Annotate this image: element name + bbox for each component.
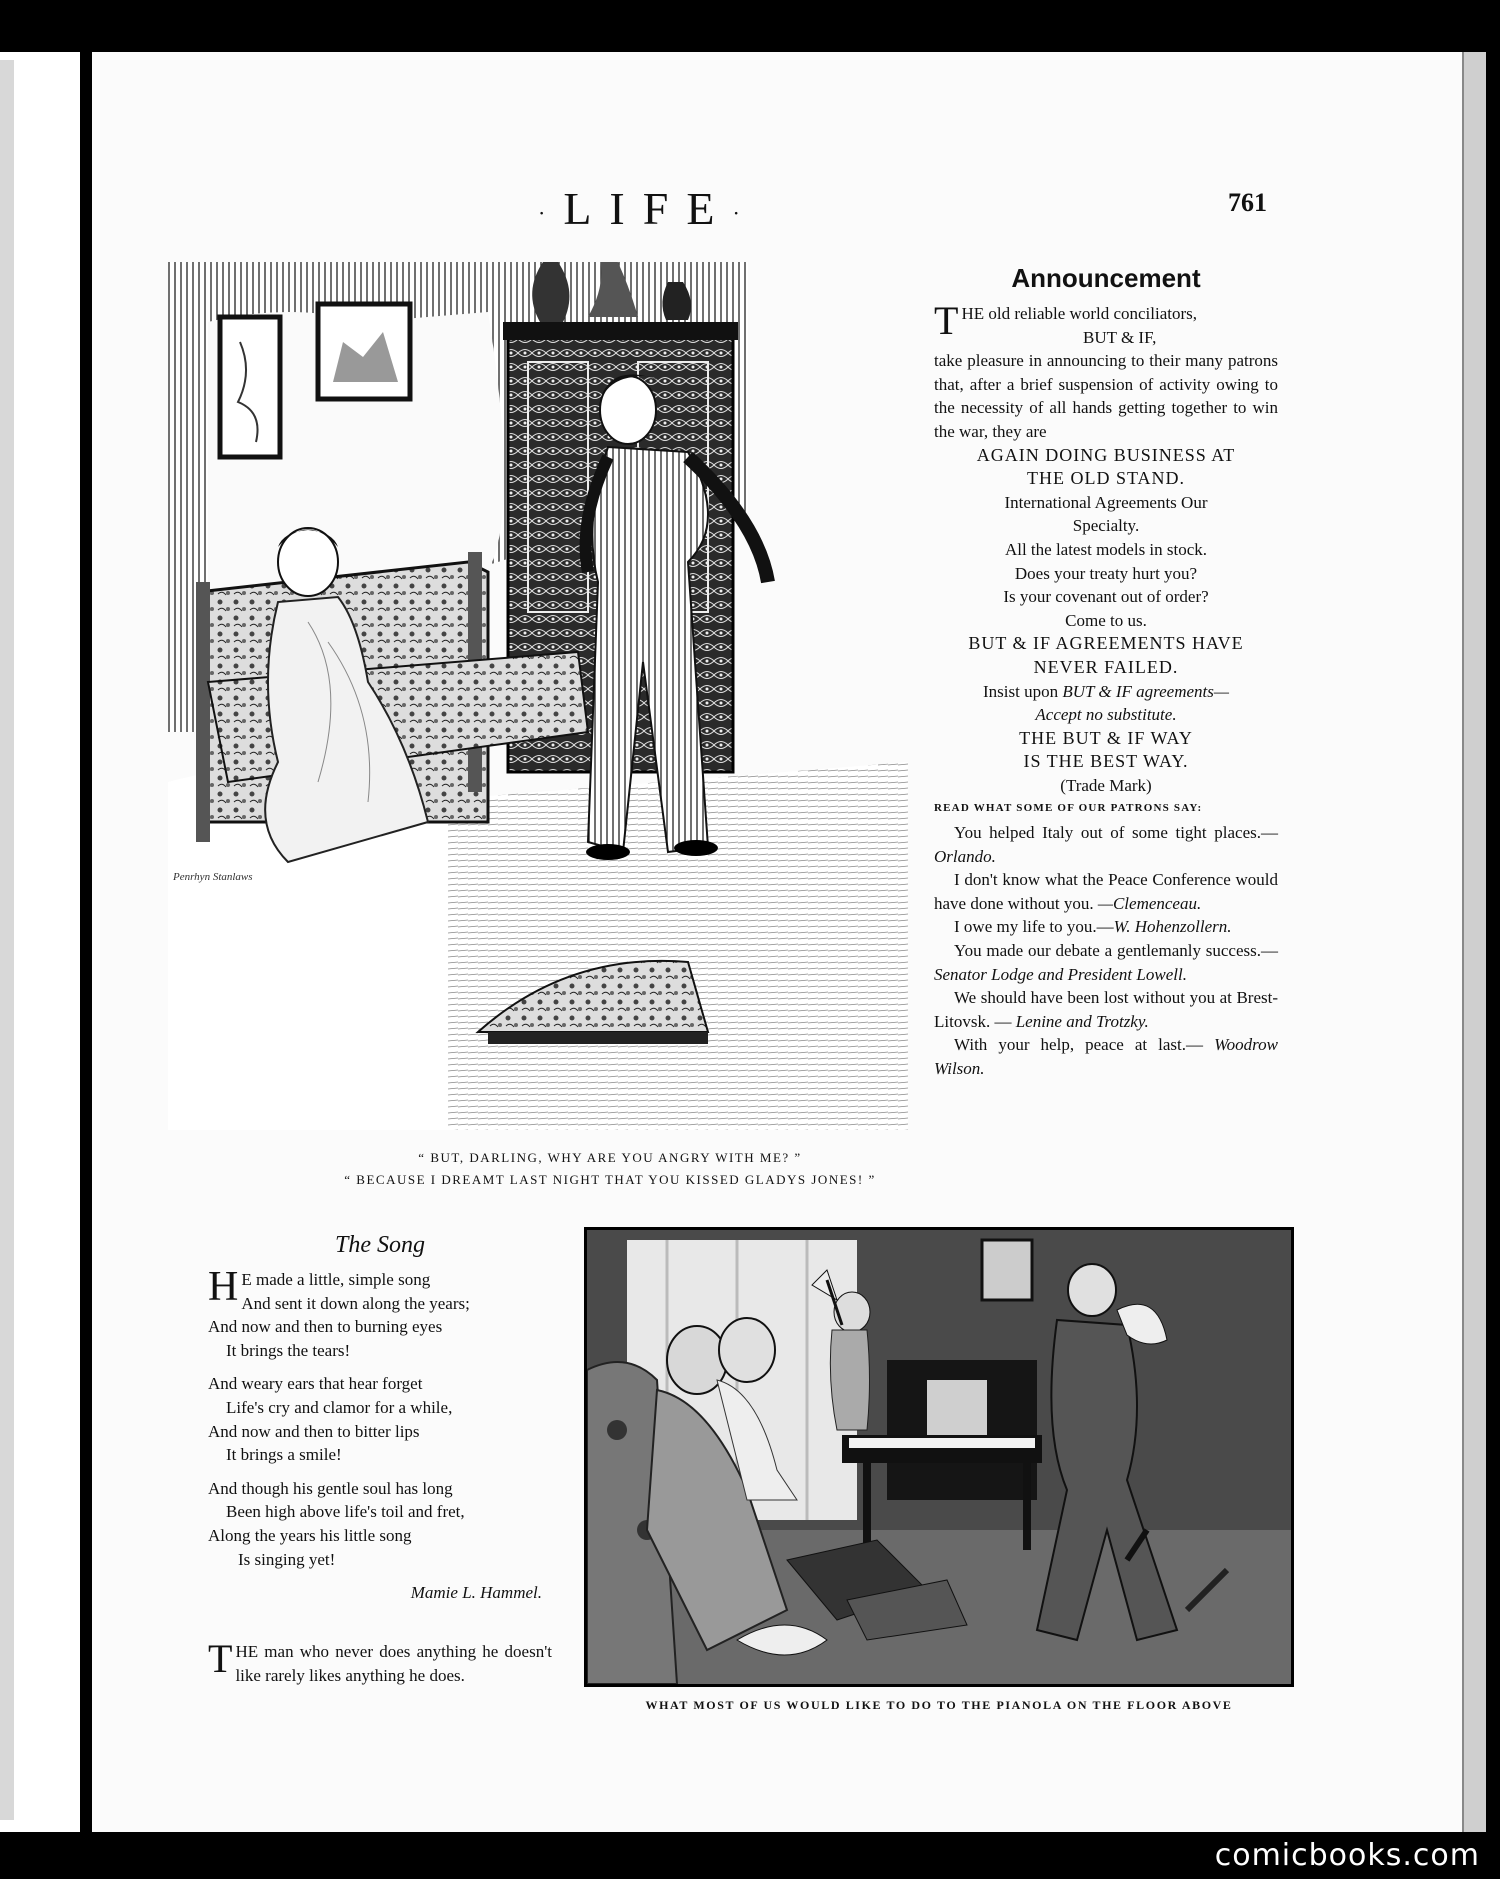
testimonial-2-text: I don't know what the Peace Conference would have done without you. — [934, 870, 1278, 913]
artist-signature: Penrhyn Stanlaws — [173, 871, 253, 883]
poem-author: Mamie L. Hammel. — [410, 1583, 542, 1603]
testimonial-2 — [934, 868, 1278, 915]
poem-line: And though his gentle soul has long — [208, 1478, 453, 1498]
announcement-caps-5: THE BUT & IF WAY — [1019, 727, 1193, 748]
testimonial-2-author: —Clemenceau. — [1097, 893, 1202, 913]
announcement-c6: Come to us. — [1065, 610, 1147, 630]
announcement-caps-1: AGAIN DOING BUSINESS AT — [976, 444, 1236, 465]
announcement-insist: Insist upon — [982, 681, 1059, 701]
testimonial-3 — [934, 915, 1278, 939]
testimonial-5-author: Lenine and Trotzky. — [1015, 1011, 1149, 1031]
cartoon-illustration-top — [168, 262, 908, 1130]
testimonial-1-author: Orlando. — [934, 846, 996, 866]
testimonial-1-text: You helped Italy out of some tight places.— — [954, 823, 1278, 843]
patrons-heading: READ WHAT SOME OF OUR PATRONS SAY: — [934, 802, 1203, 815]
poem-stanza-2 — [208, 1372, 552, 1466]
cartoon-top-caption — [300, 1147, 920, 1191]
testimonial-4-text: You made our debate a gentlemanly success.— — [954, 941, 1278, 961]
epigram — [208, 1636, 552, 1687]
masthead-title: LIFE — [563, 183, 733, 234]
poem-line: E made a little, simple song — [241, 1270, 431, 1289]
caption-line-1: “ BUT, DARLING, WHY ARE YOU ANGRY WITH ME? ” — [418, 1150, 802, 1165]
announcement-trademark: (Trade Mark) — [1060, 775, 1152, 795]
parlour-scene-drawing — [168, 262, 908, 1130]
announcement-c1: International Agreements Our — [1004, 492, 1208, 512]
poem-line: Been high above life's toil and fret, — [226, 1502, 465, 1522]
caption-line-2: “ BECAUSE I DREAMT LAST NIGHT THAT YOU KISSED GLADYS JONES! ” — [344, 1172, 876, 1187]
announcement-para-1: take pleasure in announcing to their many patrons that, after a brief suspension of activity owing to the necessity of all hands getting together to win the war, they are — [934, 351, 1278, 441]
testimonial-5-text: We should have been lost without you at Brest-Litovsk. — — [934, 988, 1278, 1031]
announcement-line-2: BUT & IF, — [1083, 327, 1157, 347]
epigram-dropcap: T — [208, 1636, 233, 1681]
testimonial-5 — [934, 986, 1278, 1033]
announcement-column — [934, 262, 1278, 1081]
testimonial-4-author: Senator Lodge and President Lowell. — [934, 964, 1187, 984]
announcement-dropcap: T — [934, 298, 959, 343]
poem-line: It brings a smile! — [226, 1445, 342, 1465]
testimonial-3-text: I owe my life to you.— — [954, 917, 1114, 937]
announcement-title: Announcement — [1011, 263, 1201, 293]
page-number: 761 — [1228, 188, 1267, 217]
testimonial-1 — [934, 821, 1278, 868]
announcement-caps-6: IS THE BEST WAY. — [1023, 751, 1189, 772]
poem-line: It brings the tears! — [226, 1340, 351, 1360]
poem-title: The Song — [335, 1232, 425, 1258]
book-spine — [84, 52, 92, 1832]
testimonial-3-author: W. Hohenzollern. — [1113, 917, 1232, 937]
poem-the-song — [208, 1230, 552, 1605]
poem-line: Along the years his little song — [208, 1525, 412, 1545]
announcement-line-1: HE old reliable world conciliators, — [961, 304, 1198, 323]
announcement-accept: Accept no substitute. — [1035, 705, 1177, 725]
watermark: comicbooks.com — [1214, 1838, 1480, 1873]
announcement-c3: All the latest models in stock. — [1004, 539, 1208, 559]
announcement-c2: Specialty. — [1072, 516, 1140, 536]
top-black-border — [0, 0, 1500, 52]
right-page-edge — [1462, 52, 1486, 1832]
testimonial-6-text: With your help, peace at last.— — [954, 1035, 1204, 1055]
poem-line: Life's cry and clamor for a while, — [226, 1397, 453, 1417]
testimonial-6-author: Woodrow Wilson. — [934, 1035, 1278, 1078]
poem-stanza-1 — [208, 1264, 552, 1362]
poem-line: And now and then to bitter lips — [208, 1421, 420, 1441]
left-page-shade — [0, 60, 14, 1820]
announcement-c5: Is your covenant out of order? — [1003, 587, 1209, 607]
announcement-caps-2: THE OLD STAND. — [1026, 468, 1186, 489]
announcement-caps-3: BUT & IF AGREEMENTS HAVE — [968, 633, 1244, 654]
pianola-scene-drawing — [587, 1230, 1291, 1684]
testimonial-4 — [934, 939, 1278, 986]
poem-line: And weary ears that hear forget — [208, 1374, 423, 1394]
poem-stanza-3 — [208, 1477, 552, 1571]
poem-line: And sent it down along the years; — [241, 1293, 470, 1313]
poem-line: Is singing yet! — [238, 1549, 336, 1569]
announcement-c4: Does your treaty hurt you? — [1014, 563, 1198, 583]
cartoon-illustration-bottom — [584, 1227, 1294, 1687]
announcement-caps-4: NEVER FAILED. — [1033, 656, 1179, 677]
testimonial-6 — [934, 1033, 1278, 1080]
poem-line: And now and then to burning eyes — [208, 1317, 443, 1337]
masthead: ·LIFE· — [538, 183, 758, 234]
announcement-insist-emphasis: BUT & IF agreements— — [1062, 681, 1230, 701]
epigram-text: HE man who never does anything he doesn't like rarely likes anything he does. — [235, 1642, 552, 1685]
cartoon-bottom-caption: WHAT MOST OF US WOULD LIKE TO DO TO THE PIANOLA ON THE FLOOR ABOVE — [645, 1698, 1233, 1712]
poem-dropcap: H — [208, 1264, 239, 1310]
